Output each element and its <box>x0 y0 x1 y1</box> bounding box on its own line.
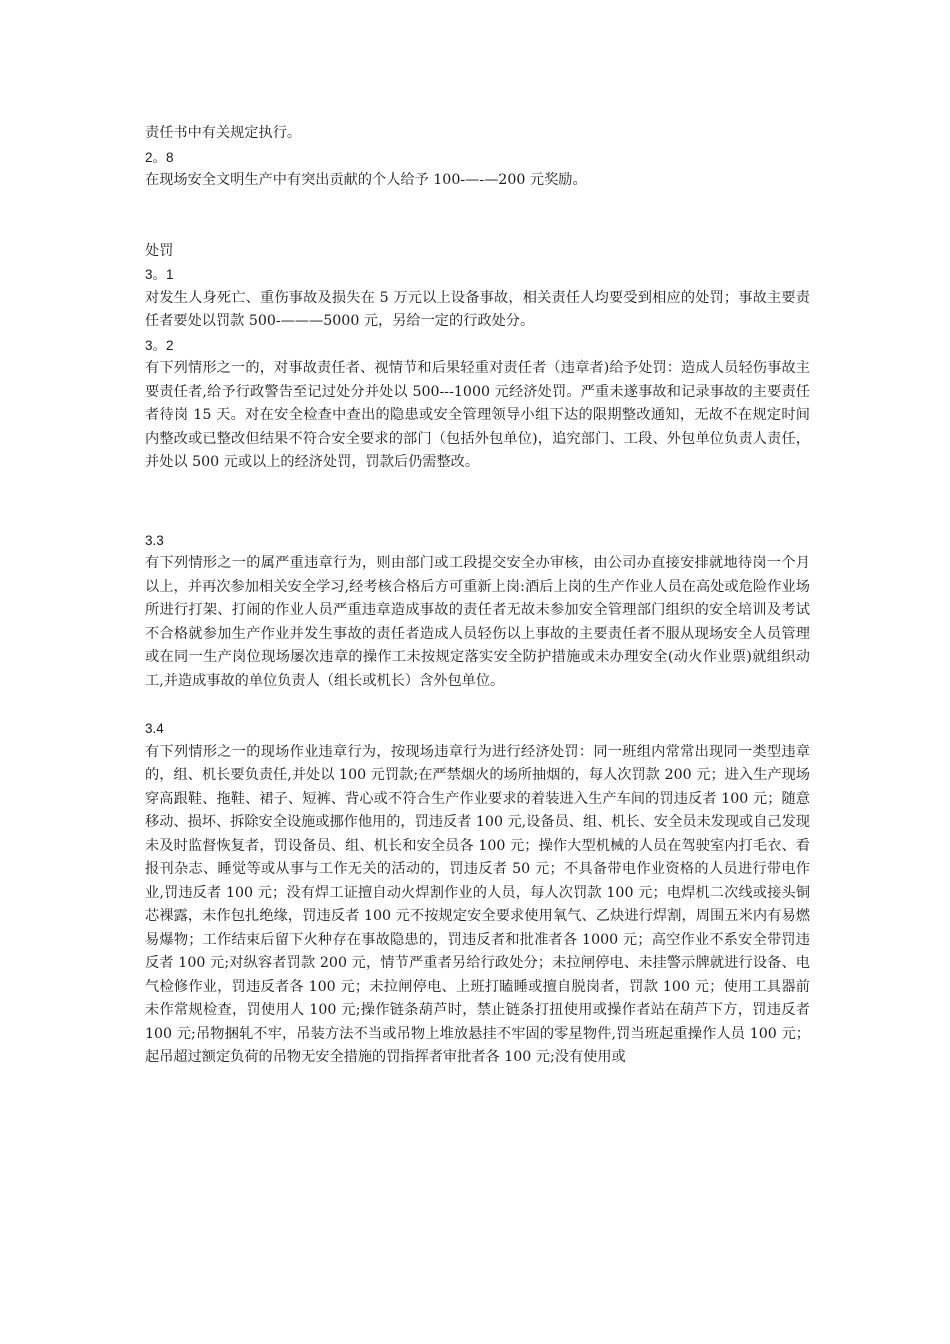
clause-number-3-2: 3。2 <box>145 337 174 353</box>
clause-3-1-text: 对发生人身死亡、重伤事故及损失在 5 万元以上设备事故，相关责任人均要受到相应的处罚；事故主要责任者要处以罚款 500-———5000 元，另给一定的行政处分。 <box>145 289 810 329</box>
clause-number-3-1: 3。1 <box>145 267 174 282</box>
document-page <box>145 122 810 1070</box>
clause-3-2-text: 有下列情形之一的，对事故责任者、视情节和后果轻重对责任者（违章者)给予处罚：造成人员轻伤事故主要责任者,给予行政警告至记过处分并处以 500---1000 元经济处罚。严重未遂事故和记录事故的主要责任者待岗 15 天。对在安全检查中查出的隐患或安全管理领导小组下达的限期整改通知，无故不在规定时间内整改或已整改但结果不符合安全要求的部门（包括外包单位)，追究部门、工段、外包单位负责人责任，并处以 500 元或以上的经济处罚，罚款后仍需整改。 <box>145 360 810 470</box>
clause-number-3-4: 3.4 <box>145 721 164 736</box>
spacer <box>145 193 810 240</box>
spacer <box>145 475 810 529</box>
clause-number-3-3: 3.3 <box>145 532 164 548</box>
clause-number-2-8: 2。8 <box>145 149 174 165</box>
section-heading-penalty: 处罚 <box>145 242 174 259</box>
section-2-tail-text: 责任书中有关规定执行。 <box>145 125 302 141</box>
clause-3-4-text: 有下列情形之一的现场作业违章行为，按现场违章行为进行经济处罚：同一班组内常常出现同一类型违章的，组、机长要负责任,并处以 100 元罚款;在严禁烟火的场所抽烟的，每人次罚款 200 元；进入生产现场穿高跟鞋、拖鞋、裙子、短裤、背心或不符合生产作业要求的着装进入生产车间的罚违反者 100 元；随意移动、损坏、拆除安全设施或挪作他用的，罚违反者 100 元,设备员、组、机长、安全员未发现或自己发现未及时监督恢复者，罚设备员、组、机长和安全员各 100 元；操作大型机械的人员在驾驶室内打毛衣、看报刊杂志、睡觉等或从事与工作无关的活动的，罚违反者 50 元；不具备带电作业资格的人员进行带电作业,罚违反者 100 元；没有焊工证擅自动火焊割作业的人员，每人次罚款 100 元；电焊机二次线或接头铜芯裸露，未作包扎绝缘，罚违反者 100 元不按规定安全要求使用氧气、乙炔进行焊割，周围五米内有易燃易爆物；工作结束后留下火种存在事故隐患的，罚违反者和批准者各 1000 元；高空作业不系安全带罚违反者 100 元;对纵容者罚款 200 元，情节严重者另给行政处分；未拉闸停电、未挂警示牌就进行设备、电气检修作业，罚违反者各 100 元；未拉闸停电、上班打瞌睡或擅自脱岗者，罚款 100 元；使用工具器前未作常规检查，罚使用人 100 元;操作链条葫芦时，禁止链条打扭使用或操作者站在葫芦下方，罚违反者 100 元;吊物捆轧不牢，吊装方法不当或吊物上堆放悬挂不牢固的零星物件,罚当班起重操作人员 100 元；起吊超过额定负荷的吊物无安全措施的罚指挥者审批者各 100 元;没有使用或 <box>145 743 810 1065</box>
spacer <box>145 693 810 717</box>
clause-3-3-text: 有下列情形之一的属严重违章行为，则由部门或工段提交安全办审核，由公司办直接安排就地待岗一个月以上，并再次参加相关安全学习,经考核合格后方可重新上岗:酒后上岗的生产作业人员在高处或危险作业场所进行打架、打闹的作业人员严重违章造成事故的责任者无故未参加安全管理部门组织的安全培训及考试不合格就参加生产作业并发生事故的责任者造成人员轻伤以上事故的主要责任者不服从现场安全人员管理或在同一生产岗位现场屡次违章的操作工未按规定落实安全防护措施或未办理安全(动火作业票)就组织动工,并造成事故的单位负责人（组长或机长）含外包单位。 <box>145 555 810 689</box>
clause-2-8-text: 在现场安全文明生产中有突出贡献的个人给予 100-—-—200 元奖励。 <box>145 172 587 188</box>
